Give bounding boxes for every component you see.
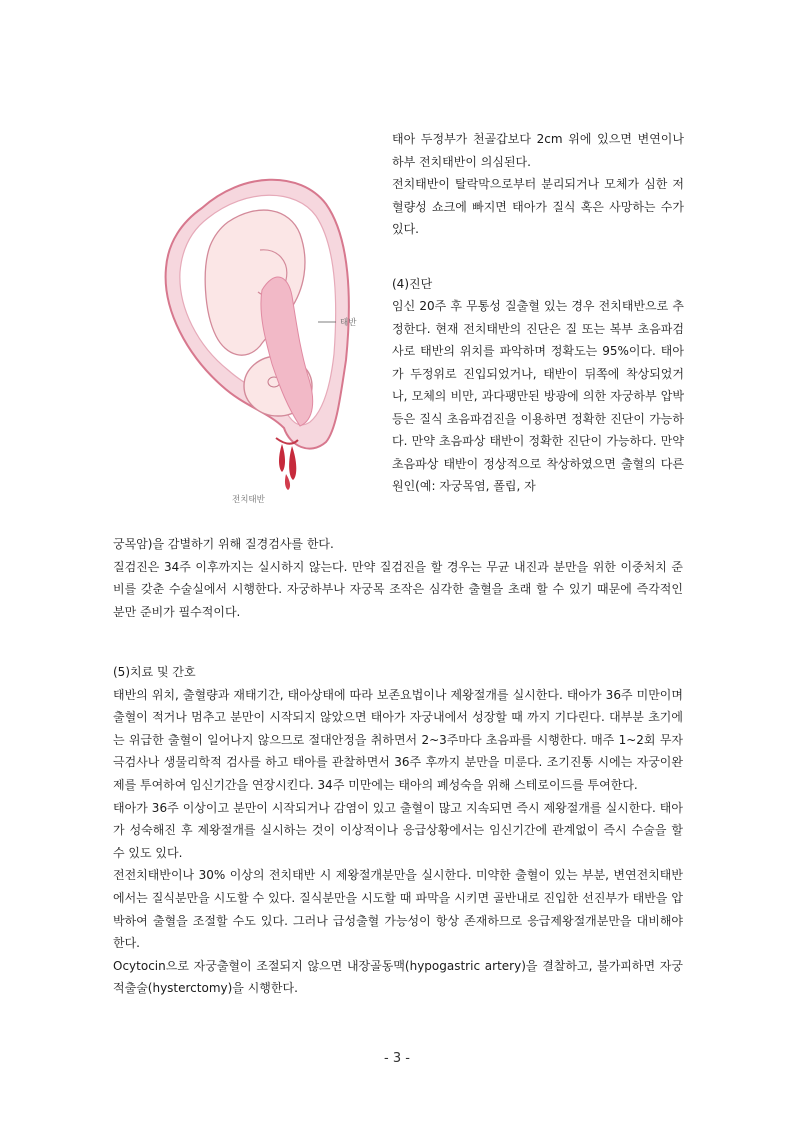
page-number: - 3 - — [384, 1051, 410, 1066]
section-heading-diagnosis: (4)진단 — [392, 276, 433, 291]
paragraph: 질검진은 34주 이후까지는 실시하지 않는다. 만약 질검진을 할 경우는 무균 내진과 분만을 위한 이중처치 준비를 갖춘 수술실에서 시행한다. 자궁하부나 자궁목 조작은 심각한 출혈을 초래 할 수 있기 때문에 즉각적인 분만 준비가 필수적이다. — [113, 559, 683, 619]
spacer — [392, 241, 684, 273]
paragraph: 전전치태반이나 30% 이상의 전치태반 시 제왕절개분만을 실시한다. 미약한 출혈이 있는 부분, 변연전치태반에서는 질식분만을 시도할 수 있다. 질식분만을 시도할 때 파막을 시키면 골반내로 진입한 선진부가 태반을 압박하여 출혈을 조절할 수도 있다. 그러나 급성출혈 가능성이 항상 존재하므로 응급제왕절개분만을 대비해야 한다. — [113, 868, 683, 951]
section-heading-treatment: (5)치료 및 간호 — [113, 665, 196, 679]
paragraph: Ocytocin으로 자궁출혈이 조절되지 않으면 내장골동맥(hypogastric artery)을 결찰하고, 불가피하면 자궁적출술(hysterctomy)을 시행한다. — [113, 958, 683, 996]
placenta-previa-illustration — [150, 150, 378, 520]
paragraph: 임신 20주 후 무통성 질출혈 있는 경우 전치태반으로 추정한다. 현재 전치태반의 진단은 질 또는 복부 초음파검사로 태반의 위치를 파악하며 정확도는 95%이다. 태아가 두정위로 진입되었거나, 태반이 뒤쪽에 착상되었거나, 모체의 비만, 과다팽만된 방광에 의한 자궁하부 압박 등은 질식 초음파검진을 이용하면 정확한 진단이 가능하다. 만약 초음파상 태반이 정확한 진단이 가능하다. 만약 초음파상 태반이 정상적으로 착상하였으면 출혈의 다른 원인(예: 자궁목염, 폴립, 자 — [392, 299, 684, 493]
right-text-column — [392, 128, 684, 498]
blood-drop-3 — [285, 474, 290, 490]
placenta-label: 태반 — [340, 318, 357, 328]
treatment-section — [113, 661, 683, 1000]
paragraph: 태아 두정부가 천골갑보다 2cm 위에 있으면 변연이나 하부 전치태반이 의심된다. — [392, 132, 684, 169]
paragraph: 태아가 36주 이상이고 분만이 시작되거나 감염이 있고 출혈이 많고 지속되면 즉시 제왕절개를 실시한다. 태아가 성숙해진 후 제왕절개를 실시하는 것이 이상적이나 응급상황에서는 임신기간에 관계없이 즉시 수술을 할 수 있도 있다. — [113, 800, 683, 860]
figure-caption: 전치태반 — [232, 495, 265, 505]
uterus-fetus-drawing — [150, 150, 378, 520]
blood-drop-1 — [279, 444, 285, 472]
paragraph: 궁목암)을 감별하기 위해 질경검사를 한다. — [113, 537, 334, 551]
paragraph: 태반의 위치, 출혈량과 재태기간, 태아상태에 따라 보존요법이나 제왕절개를 실시한다. 태아가 36주 미만이며 출혈이 적거나 멈추고 분만이 시작되지 않았으면 태아가 자궁내에서 성장할 때 까지 기다린다. 대부분 초기에는 위급한 출혈이 일어나지 않으므로 절대안정을 취하면서 2~3주마다 초음파를 시행한다. 매주 1~2회 무자극검사나 생물리학적 검사를 하고 태아를 관찰하면서 36주 후까지 분만을 미룬다. 조기진통 시에는 자궁이완제를 투여하여 임신기간을 연장시킨다. 34주 미만에는 태아의 폐성숙을 위해 스테로이드를 투여한다. — [113, 687, 683, 792]
paragraph: 전치태반이 탈락막으로부터 분리되거나 모체가 심한 저혈량성 쇼크에 빠지면 태아가 질식 혹은 사망하는 수가 있다. — [392, 177, 684, 236]
blood-drop-2 — [289, 446, 296, 480]
continuation-text — [113, 533, 683, 623]
